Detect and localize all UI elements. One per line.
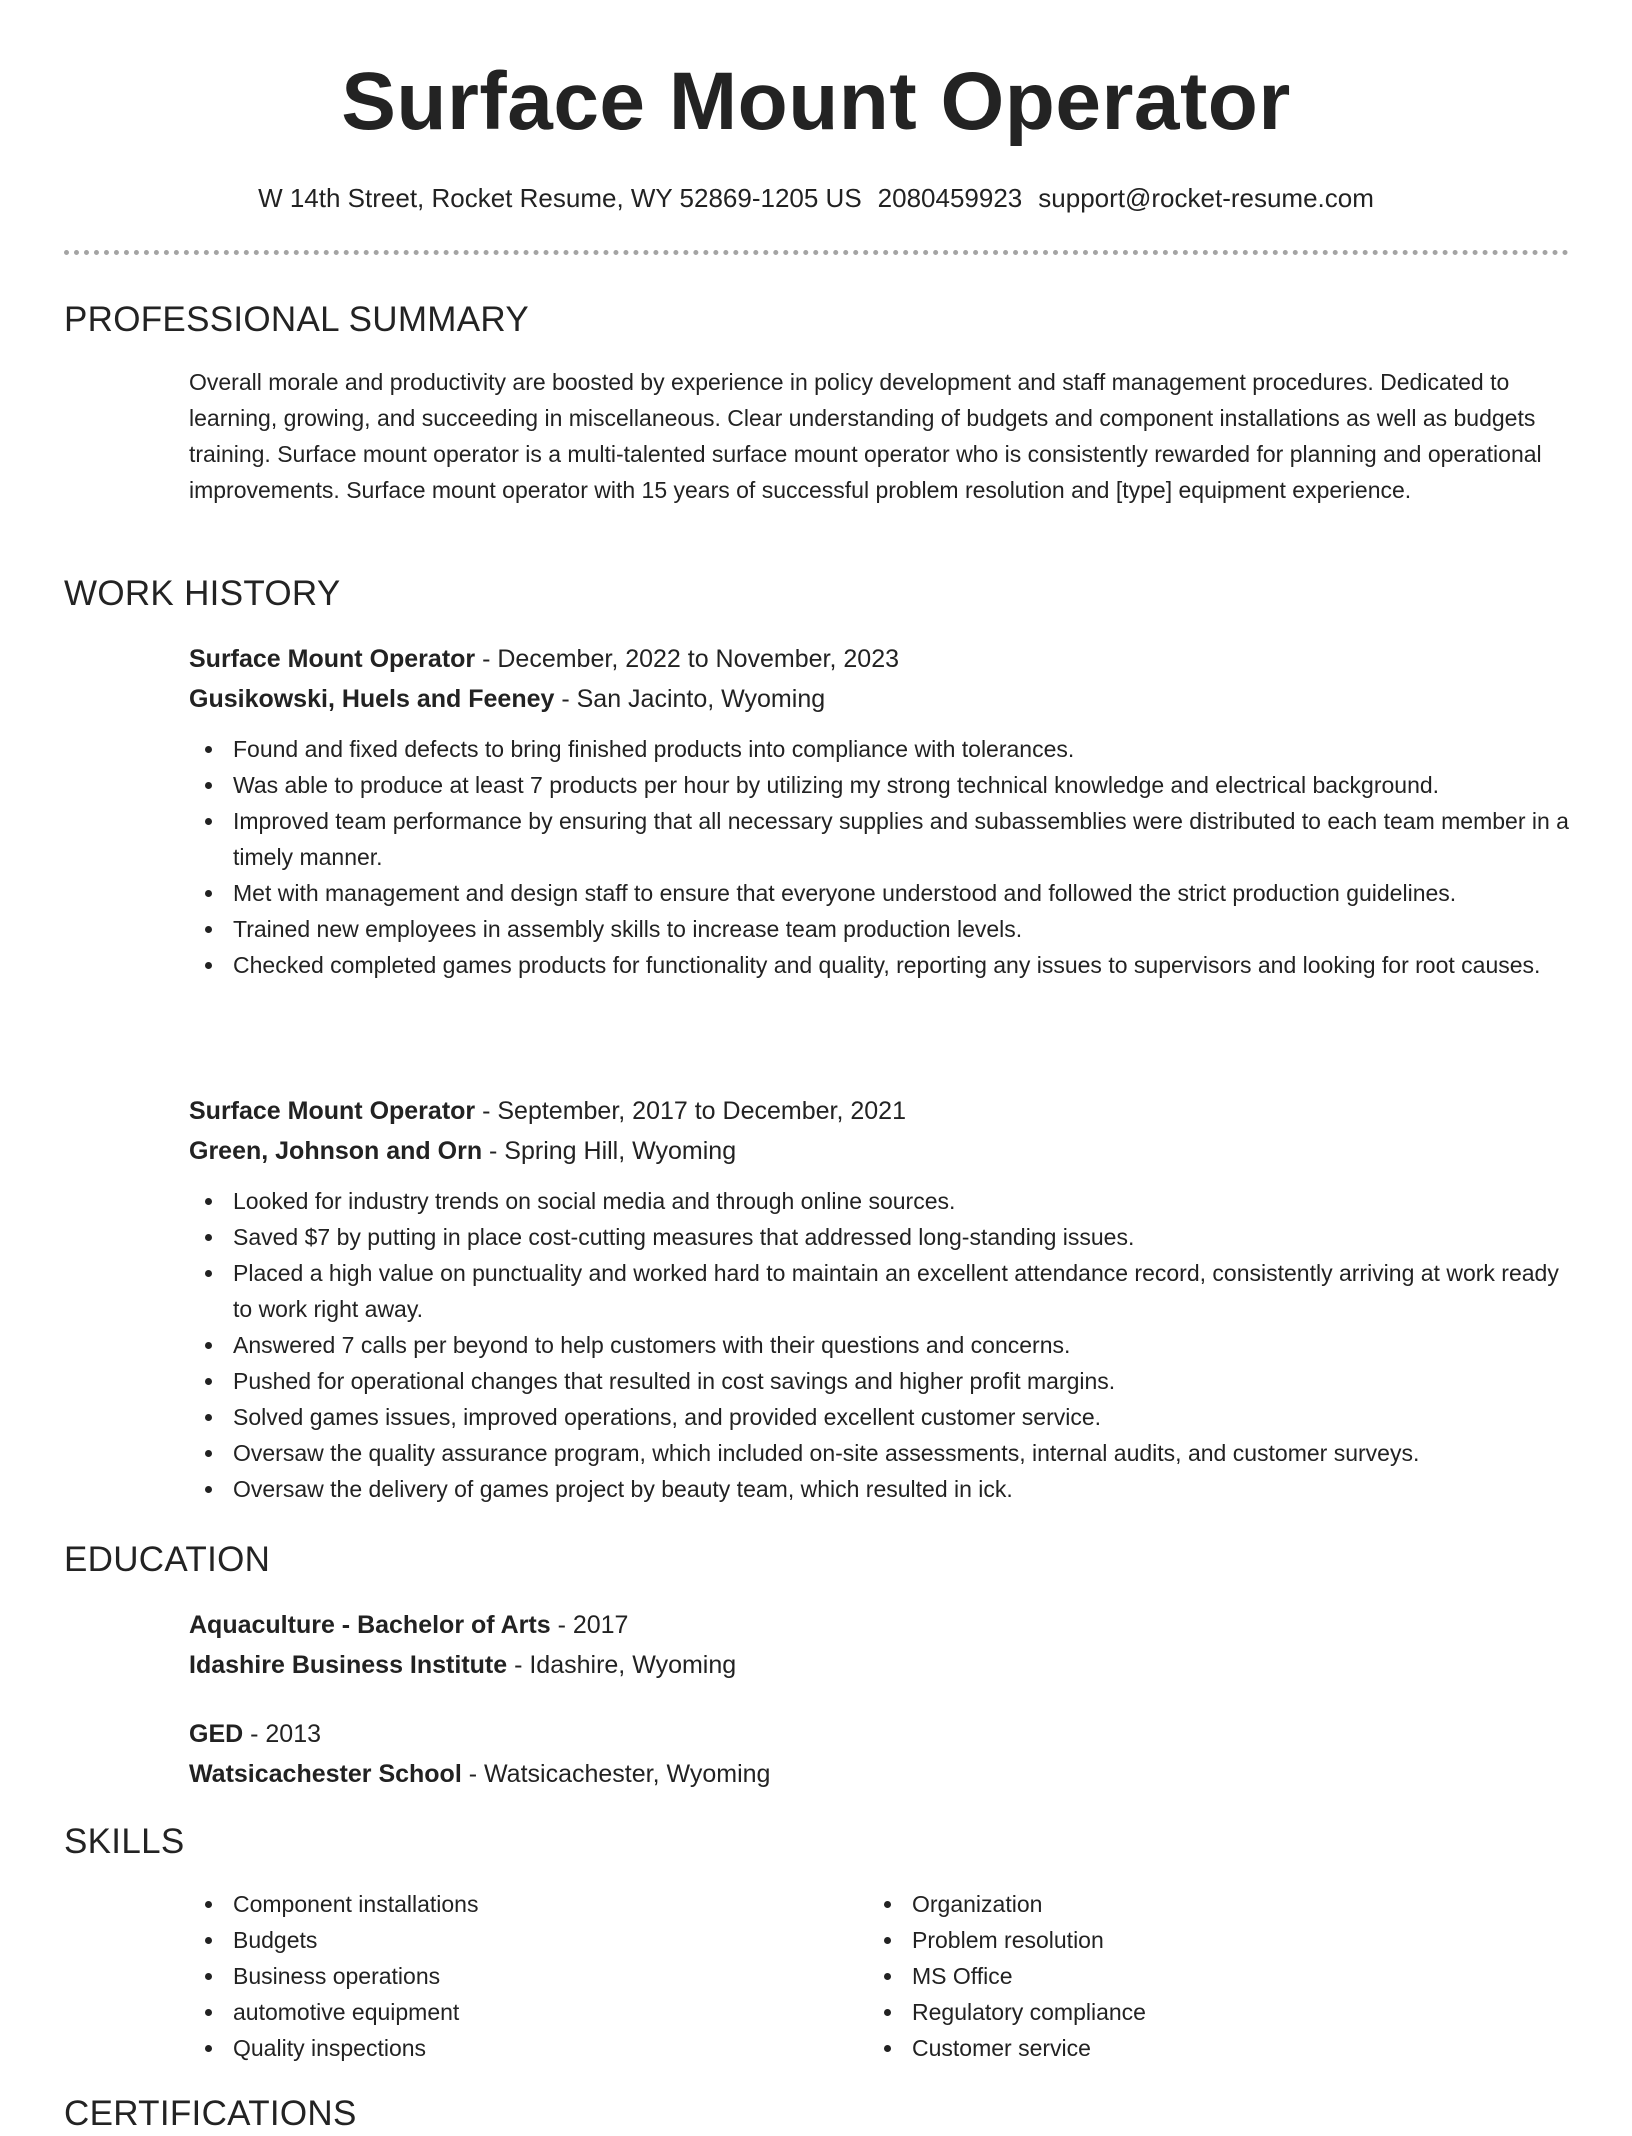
education-degree: Aquaculture - Bachelor of Arts bbox=[189, 1611, 551, 1639]
job-bullet: Placed a high value on punctuality and worked hard to maintain an excellent attendance record, consistently arriving at work ready to work right away. bbox=[189, 1255, 1579, 1327]
skills-list-right bbox=[868, 1886, 1468, 2066]
skill-item: MS Office bbox=[868, 1958, 1468, 1994]
job-company: Green, Johnson and Orn bbox=[189, 1137, 483, 1165]
education-school-line bbox=[189, 1645, 1579, 1685]
education-degree-line bbox=[189, 1605, 1579, 1645]
education-location: - Idashire, Wyoming bbox=[507, 1651, 737, 1679]
job-company-line bbox=[189, 679, 1579, 719]
education-degree-line bbox=[189, 1714, 1579, 1754]
education-school-line bbox=[189, 1754, 1579, 1794]
job-bullet: Checked completed games products for functionality and quality, reporting any issues to supervisors and looking for root causes. bbox=[189, 947, 1579, 983]
job-title-line bbox=[189, 1091, 1579, 1131]
skill-item: Organization bbox=[868, 1886, 1468, 1922]
job-bullet-list bbox=[189, 731, 1579, 983]
education-heading: EDUCATION bbox=[64, 1540, 271, 1579]
job-title: Surface Mount Operator bbox=[189, 645, 476, 673]
contact-address: W 14th Street, Rocket Resume, WY 52869-1205 US bbox=[258, 183, 862, 213]
job-bullet: Saved $7 by putting in place cost-cutting measures that addressed long-standing issues. bbox=[189, 1219, 1579, 1255]
job-title: Surface Mount Operator bbox=[189, 1097, 476, 1125]
skill-item: Component installations bbox=[189, 1886, 789, 1922]
job-entry bbox=[189, 639, 1579, 983]
job-bullet: Pushed for operational changes that resulted in cost savings and higher profit margins. bbox=[189, 1363, 1579, 1399]
education-degree: GED bbox=[189, 1720, 244, 1748]
skill-item: Quality inspections bbox=[189, 2030, 789, 2066]
contact-email: support@rocket-resume.com bbox=[1038, 183, 1374, 213]
skills-list-left bbox=[189, 1886, 789, 2066]
education-location: - Watsicachester, Wyoming bbox=[461, 1760, 771, 1788]
job-dates: - September, 2017 to December, 2021 bbox=[475, 1097, 906, 1125]
contact-phone: 2080459923 bbox=[877, 183, 1023, 213]
job-dates: - December, 2022 to November, 2023 bbox=[475, 645, 900, 673]
resume-name-heading: Surface Mount Operator bbox=[341, 56, 1291, 147]
job-bullet: Met with management and design staff to ensure that everyone understood and followed the strict production guidelines. bbox=[189, 875, 1579, 911]
header-divider bbox=[64, 250, 1569, 255]
skill-item: automotive equipment bbox=[189, 1994, 789, 2030]
skill-item: Business operations bbox=[189, 1958, 789, 1994]
job-bullet: Answered 7 calls per beyond to help customers with their questions and concerns. bbox=[189, 1327, 1579, 1363]
skill-item: Problem resolution bbox=[868, 1922, 1468, 1958]
education-entry bbox=[189, 1714, 1579, 1794]
job-location: - San Jacinto, Wyoming bbox=[554, 685, 826, 713]
job-bullet: Trained new employees in assembly skills to increase team production levels. bbox=[189, 911, 1579, 947]
summary-heading: PROFESSIONAL SUMMARY bbox=[64, 300, 529, 339]
work-history-heading: WORK HISTORY bbox=[64, 574, 341, 613]
education-school: Idashire Business Institute bbox=[189, 1651, 508, 1679]
job-bullet: Looked for industry trends on social media and through online sources. bbox=[189, 1183, 1579, 1219]
job-bullet-list bbox=[189, 1183, 1579, 1507]
job-location: - Spring Hill, Wyoming bbox=[482, 1137, 737, 1165]
job-bullet: Improved team performance by ensuring that all necessary supplies and subassemblies were distributed to each team member in a timely manner. bbox=[189, 803, 1579, 875]
education-year: - 2013 bbox=[243, 1720, 322, 1748]
job-bullet: Was able to produce at least 7 products per hour by utilizing my strong technical knowledge and electrical background. bbox=[189, 767, 1579, 803]
job-title-line bbox=[189, 639, 1579, 679]
job-bullet: Oversaw the delivery of games project by beauty team, which resulted in ick. bbox=[189, 1471, 1579, 1507]
education-entry bbox=[189, 1605, 1579, 1685]
job-bullet: Oversaw the quality assurance program, which included on-site assessments, internal audits, and customer surveys. bbox=[189, 1435, 1579, 1471]
skill-item: Budgets bbox=[189, 1922, 789, 1958]
job-bullet: Found and fixed defects to bring finished products into compliance with tolerances. bbox=[189, 731, 1579, 767]
education-year: - 2017 bbox=[550, 1611, 629, 1639]
skills-heading: SKILLS bbox=[64, 1822, 185, 1861]
certifications-heading: CERTIFICATIONS bbox=[64, 2094, 357, 2133]
skill-item: Customer service bbox=[868, 2030, 1468, 2066]
job-company-line bbox=[189, 1131, 1579, 1171]
summary-text: Overall morale and productivity are boosted by experience in policy development and staff management procedures. Dedicated to learning, growing, and succeeding in miscellaneous. Clear understanding of budgets and component installations as well as budgets training. Surface mount operator is a multi-talented surface mount operator who is consistently rewarded for planning and operational improvements. Surface mount operator with 15 years of successful problem resolution and [type] equipment experience. bbox=[189, 369, 1542, 503]
job-entry bbox=[189, 1091, 1579, 1507]
contact-line bbox=[64, 180, 1568, 216]
job-company: Gusikowski, Huels and Feeney bbox=[189, 685, 555, 713]
job-bullet: Solved games issues, improved operations, and provided excellent customer service. bbox=[189, 1399, 1579, 1435]
skill-item: Regulatory compliance bbox=[868, 1994, 1468, 2030]
education-school: Watsicachester School bbox=[189, 1760, 462, 1788]
